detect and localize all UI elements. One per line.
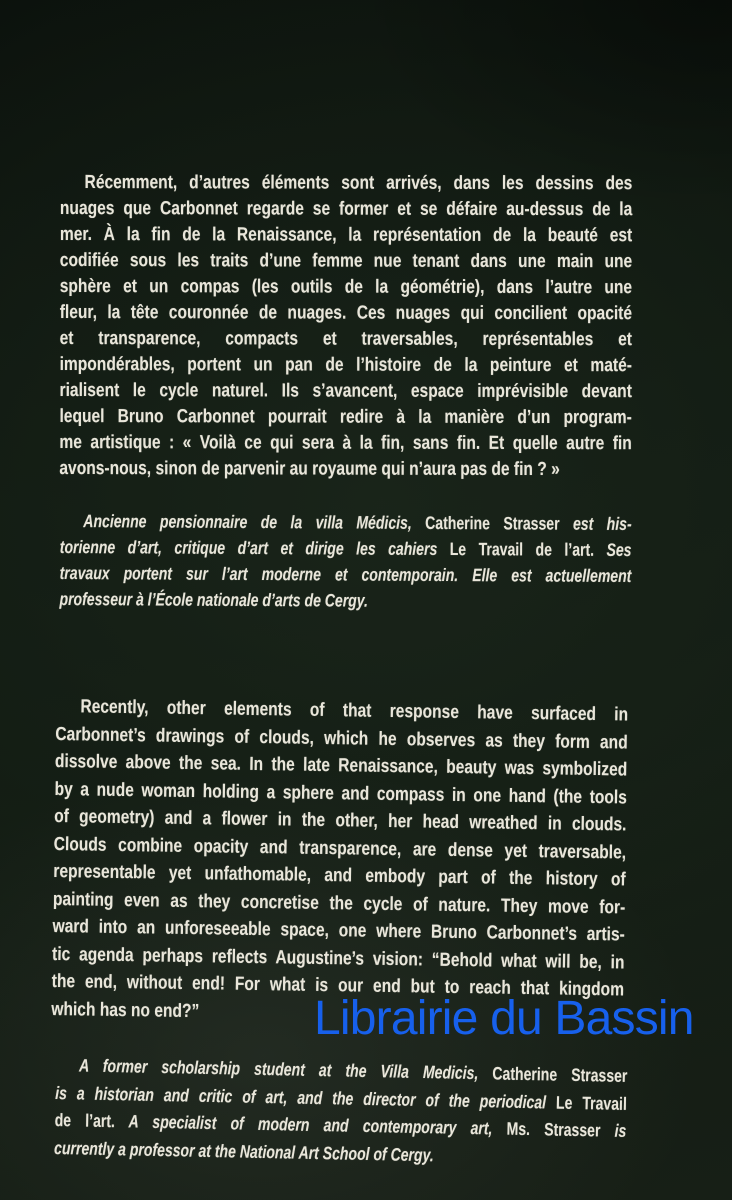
text-segment: Ses bbox=[594, 539, 632, 560]
french-description bbox=[60, 170, 732, 482]
text-line bbox=[60, 352, 632, 379]
text-segment: currently a professor at the National Art School of Cergy. bbox=[53, 1137, 434, 1165]
text-segment: Carbonnet’s drawings of clouds, which he observes as they form and bbox=[55, 723, 628, 753]
text-segment: avons-nous, sinon de parvenir au royaume qui n’aura pas de fin ? » bbox=[59, 457, 560, 481]
text-segment: is bbox=[600, 1120, 627, 1141]
text-segment: professeur à l’École nationale d’arts de Cergy. bbox=[59, 588, 369, 611]
text-segment: Récemment, d’autres éléments sont arrivés, dans les dessins des bbox=[84, 172, 633, 195]
text-segment: Recently, other elements of that response have surfaced in bbox=[80, 696, 629, 726]
text-segment: tic agenda perhaps reflects Augustine’s vision: “Behold what will be, in bbox=[51, 943, 625, 973]
text-line bbox=[59, 404, 631, 431]
english-description bbox=[51, 693, 732, 1023]
text-line bbox=[60, 248, 632, 275]
text-segment: fleur, la tête couronnée de nuages. Ces nuages qui concilient opacité bbox=[59, 301, 633, 325]
text-line bbox=[60, 534, 632, 563]
english-author-bio bbox=[53, 1052, 732, 1165]
roman-emphasis: de l’art. bbox=[54, 1109, 116, 1132]
text-segment: lequel Bruno Carbonnet pourrait redire à la manière d’un program- bbox=[59, 405, 632, 429]
text-segment: rialisent le cycle naturel. Ils s’avancent, espace imprévisible devant bbox=[59, 379, 632, 403]
text-segment: codifiée sous les traits d’une femme nue tenant dans une main une bbox=[59, 249, 633, 273]
text-segment: travaux portent sur l’art moderne et contemporain. Elle est actuellement bbox=[59, 562, 632, 586]
text-segment: representable yet unfathomable, and embody part of the history of bbox=[53, 860, 626, 891]
text-segment: est his- bbox=[559, 513, 632, 534]
text-segment: A specialist of modern and contemporary art, bbox=[114, 1111, 507, 1139]
text-segment: A former scholarship student at the Villa Medicis, bbox=[78, 1055, 493, 1084]
text-line bbox=[60, 300, 632, 327]
text-segment: me artistique : « Voilà ce qui sera à la fin, sans fin. Et quelle autre fin bbox=[59, 431, 632, 455]
text-segment: the end, without end! For what is our end but to reach that kingdom bbox=[51, 970, 625, 1001]
text-segment: Ancienne pensionnaire de la villa Médicis, bbox=[83, 511, 426, 533]
text-segment: nuages que Carbonnet regarde se former et se défaire au-dessus de la bbox=[59, 197, 633, 221]
text-segment: ward into an unforeseeable space, one where Bruno Carbonnet’s artis- bbox=[52, 915, 625, 946]
roman-emphasis: Le Travail de l’art. bbox=[449, 539, 595, 560]
text-segment: by a nude woman holding a sphere and compass in one hand (the tools bbox=[54, 778, 628, 808]
french-author-bio bbox=[60, 508, 732, 612]
english-author-bio-lines bbox=[54, 1052, 628, 1173]
text-line bbox=[60, 378, 632, 405]
text-line bbox=[60, 560, 632, 589]
roman-emphasis: Ms. Strasser bbox=[506, 1118, 601, 1141]
text-segment: impondérables, portent un pan de l’histoire de la peinture et maté- bbox=[59, 353, 632, 377]
roman-emphasis: Le Travail bbox=[555, 1092, 628, 1114]
text-line bbox=[60, 222, 632, 249]
text-segment: sphère et un compas (les outils de la géométrie), dans l’autre une bbox=[59, 275, 633, 299]
text-line bbox=[59, 430, 631, 457]
text-segment: Clouds combine opacity and transparence, are dense yet traversable, bbox=[53, 833, 627, 863]
text-line bbox=[60, 508, 632, 537]
text-segment: is a historian and critic of art, and the director of the periodical bbox=[55, 1082, 557, 1113]
text-segment: torienne d’art, critique d’art et dirige les cahiers bbox=[59, 536, 450, 560]
text-line bbox=[60, 170, 632, 197]
text-line bbox=[60, 196, 632, 223]
text-segment: et transparence, compacts et traversables, représentables et bbox=[59, 327, 633, 351]
text-line bbox=[60, 326, 632, 353]
roman-emphasis: Catherine Strasser bbox=[492, 1063, 628, 1086]
english-description-lines bbox=[51, 693, 628, 1031]
text-segment: mer. À la fin de la Renaissance, la représentation de la beauté est bbox=[59, 223, 633, 247]
text-segment: which has no end?” bbox=[51, 998, 200, 1022]
bookseller-watermark: Librairie du Bassin bbox=[314, 992, 694, 1045]
text-line bbox=[59, 586, 631, 615]
french-author-bio-lines bbox=[59, 508, 631, 615]
french-description-lines bbox=[59, 170, 632, 483]
text-segment: dissolve above the sea. In the late Renaissance, beauty was symbolized bbox=[54, 750, 628, 781]
roman-emphasis: Catherine Strasser bbox=[425, 512, 560, 534]
text-segment: of geometry) and a flower in the other, her head wreathed in clouds. bbox=[54, 805, 627, 836]
text-line bbox=[59, 456, 631, 483]
text-segment: painting even as they concretise the cycle of nature. They move for- bbox=[52, 888, 626, 918]
text-line bbox=[60, 274, 632, 301]
